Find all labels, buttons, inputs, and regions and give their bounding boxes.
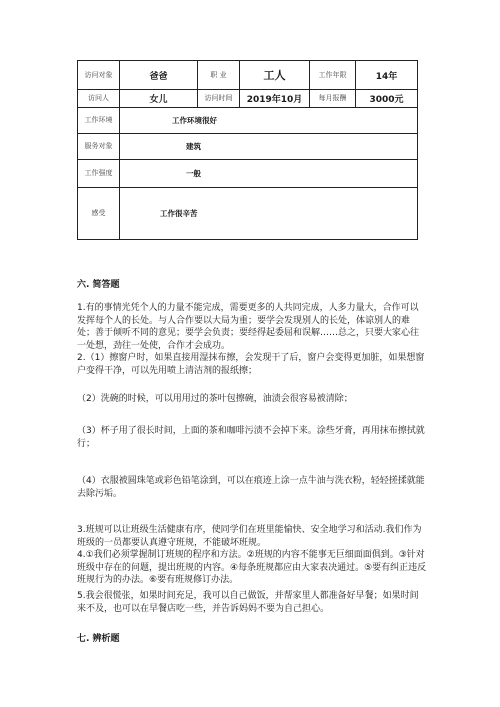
table-row: [78, 188, 418, 240]
table-row: [78, 108, 418, 134]
answer-paragraph: 5.我会很慌张，如果时间充足，我可以自己做饭，并帮家里人都准备好早餐；如果时间来不及，也可以在早餐店吃一些，并告诉妈妈不要为自己担心。: [77, 591, 419, 614]
table-value: 工作环境很好: [120, 108, 418, 134]
table-value: 建筑: [120, 134, 418, 160]
table-label: 职 业: [198, 61, 240, 90]
table-value: 工人: [240, 61, 310, 90]
section-heading: 六. 简答题: [77, 280, 120, 290]
table-label: 每月报酬: [310, 90, 356, 108]
table-value: 2019年10月: [240, 90, 310, 108]
table-label: 工作年限: [310, 61, 356, 90]
interview-table: [77, 60, 418, 240]
table-value: 14年: [356, 61, 418, 90]
table-label: 访问对象: [78, 61, 120, 90]
table-row: [78, 61, 418, 90]
answer-paragraph: 1.有的事情光凭个人的力量不能完成，需要更多的人共同完成，人多力量大，合作可以发挥每个人的长处。与人合作要以大局为重；要学会发现别人的长处，体谅别人的难处；善于倾听不同的意见；要学会负责；要经得起委屈和误解……总之，只要大家心往一处想，劲往一处使，合作才会成功。: [77, 303, 420, 351]
table-value: 工作很辛苦: [120, 188, 418, 240]
answer-paragraph: 4.①我们必须掌握制订班规的程序和方法。②班规的内容不能事无巨细面面俱到。③针对班级中存在的问题，提出班规的内容。④每条班规都应由大家表决通过。⑤要有纠正违反班规行为的办法。⑥要有班规修订办法。: [77, 550, 427, 585]
table-label: 服务对象: [78, 134, 120, 160]
answer-paragraph: （2）洗碗的时候，可以用用过的茶叶包擦碗，油渍会很容易被清除；: [77, 394, 353, 404]
table-value: 女儿: [120, 90, 198, 108]
table-label: 感受: [78, 188, 120, 240]
table-value: 一般: [120, 160, 418, 188]
table-row: [78, 134, 418, 160]
answer-paragraph: 2.（1）擦窗户时，如果直接用湿抹布擦，会发现干了后，窗户会变得更加脏，如果想窗户变得干净，可以先用喷上清洁剂的报纸擦；: [77, 353, 425, 376]
section-heading: 七. 辨析题: [77, 634, 120, 644]
table-label: 工作强度: [78, 160, 120, 188]
table-value: 3000元: [356, 90, 418, 108]
table-row: [78, 160, 418, 188]
table-label: 访问人: [78, 90, 120, 108]
table-row: [78, 90, 418, 108]
answer-paragraph: （4）衣服被圆珠笔或彩色铅笔涂到，可以在痕迹上涂一点牛油与洗衣粉，轻轻搓揉就能去除污垢。: [77, 476, 425, 499]
answer-paragraph: （3）杯子用了很长时间，上面的茶和咖啡污渍不会掉下来。涂些牙膏，再用抹布擦拭就行；: [77, 426, 425, 449]
answer-paragraph: 3.班规可以让班级生活健康有序，使同学们在班里能愉快、安全地学习和活动.我们作为班级的一员都要认真遵守班规，不能破坏班规。: [77, 525, 422, 548]
table-label: 访问时间: [198, 90, 240, 108]
table-value: 爸爸: [120, 61, 198, 90]
table-label: 工作环境: [78, 108, 120, 134]
